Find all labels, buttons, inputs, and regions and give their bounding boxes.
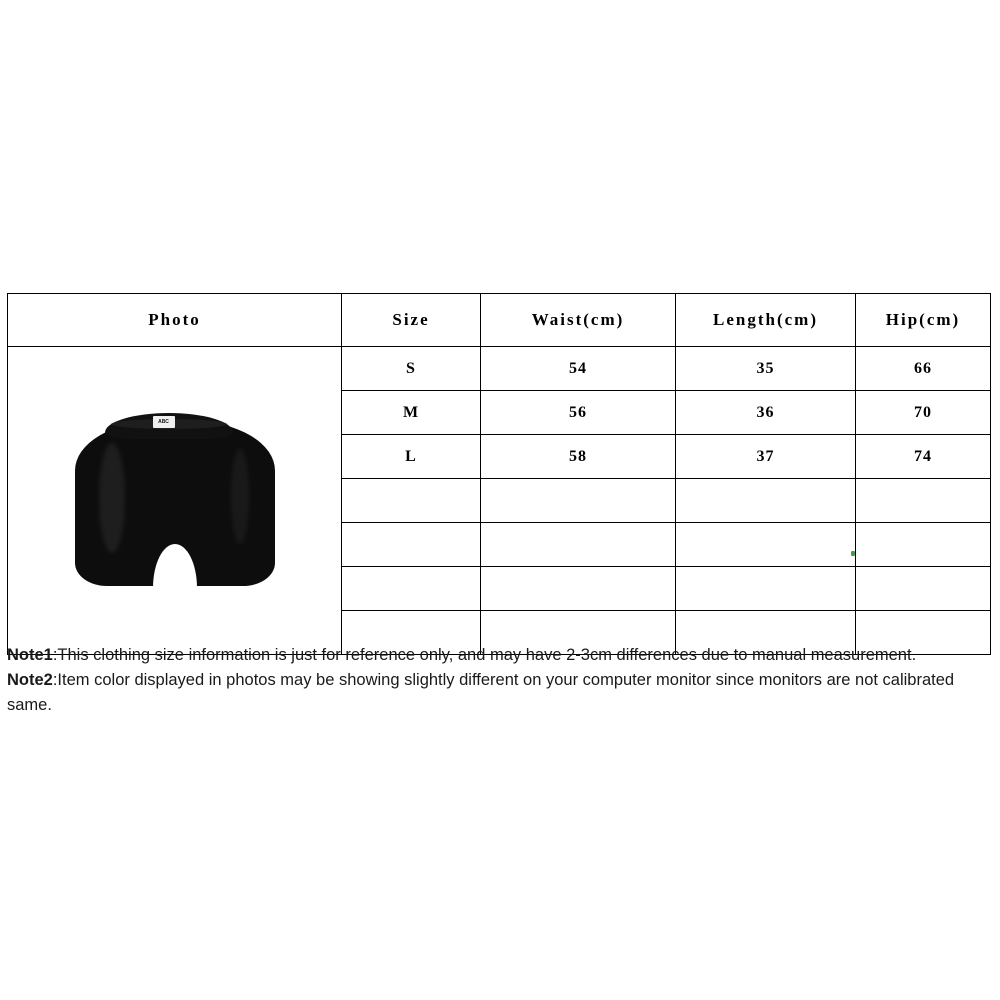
cell-size: S (342, 347, 481, 391)
cell-waist: 58 (481, 435, 676, 479)
note-2 (7, 668, 957, 718)
cell-hip (856, 479, 991, 523)
product-photo-cell (8, 347, 342, 655)
cell-length: 36 (676, 391, 856, 435)
notes-section (7, 643, 957, 718)
cell-waist: 54 (481, 347, 676, 391)
cell-length: 35 (676, 347, 856, 391)
cell-length (676, 567, 856, 611)
cell-hip (856, 567, 991, 611)
size-chart-table-container (7, 293, 990, 655)
cell-length (676, 479, 856, 523)
column-header-length: Length(cm) (676, 294, 856, 347)
cell-size: L (342, 435, 481, 479)
column-header-size: Size (342, 294, 481, 347)
note-1-text: :This clothing size information is just for reference only, and may have 2-3cm differences due to manual measurement. (52, 646, 917, 664)
cell-waist (481, 479, 676, 523)
note-1 (7, 643, 957, 668)
cell-size (342, 567, 481, 611)
table-body (8, 347, 991, 655)
cell-hip: 70 (856, 391, 991, 435)
size-chart-table (7, 293, 991, 655)
note-1-label: Note1 (7, 646, 53, 664)
shorts-highlight-left (99, 443, 125, 553)
note-2-label: Note2 (7, 671, 53, 689)
green-marker-dot (851, 551, 855, 556)
shorts-highlight-right (231, 449, 249, 544)
cell-waist (481, 567, 676, 611)
cell-length (676, 523, 856, 567)
cell-length: 37 (676, 435, 856, 479)
table-header-row (8, 294, 991, 347)
black-shorts-illustration (75, 413, 275, 588)
cell-hip: 66 (856, 347, 991, 391)
cell-size (342, 523, 481, 567)
column-header-hip: Hip(cm) (856, 294, 991, 347)
note-2-text: :Item color displayed in photos may be showing slightly different on your computer monitor since monitors are not calibrated same. (7, 671, 955, 714)
cell-hip: 74 (856, 435, 991, 479)
cell-size: M (342, 391, 481, 435)
column-header-photo: Photo (8, 294, 342, 347)
cell-hip (856, 523, 991, 567)
cell-waist (481, 523, 676, 567)
table-header (8, 294, 991, 347)
shorts-brand-tag: ABC (153, 416, 175, 428)
table-row (8, 347, 991, 391)
cell-waist: 56 (481, 391, 676, 435)
cell-size (342, 479, 481, 523)
column-header-waist: Waist(cm) (481, 294, 676, 347)
